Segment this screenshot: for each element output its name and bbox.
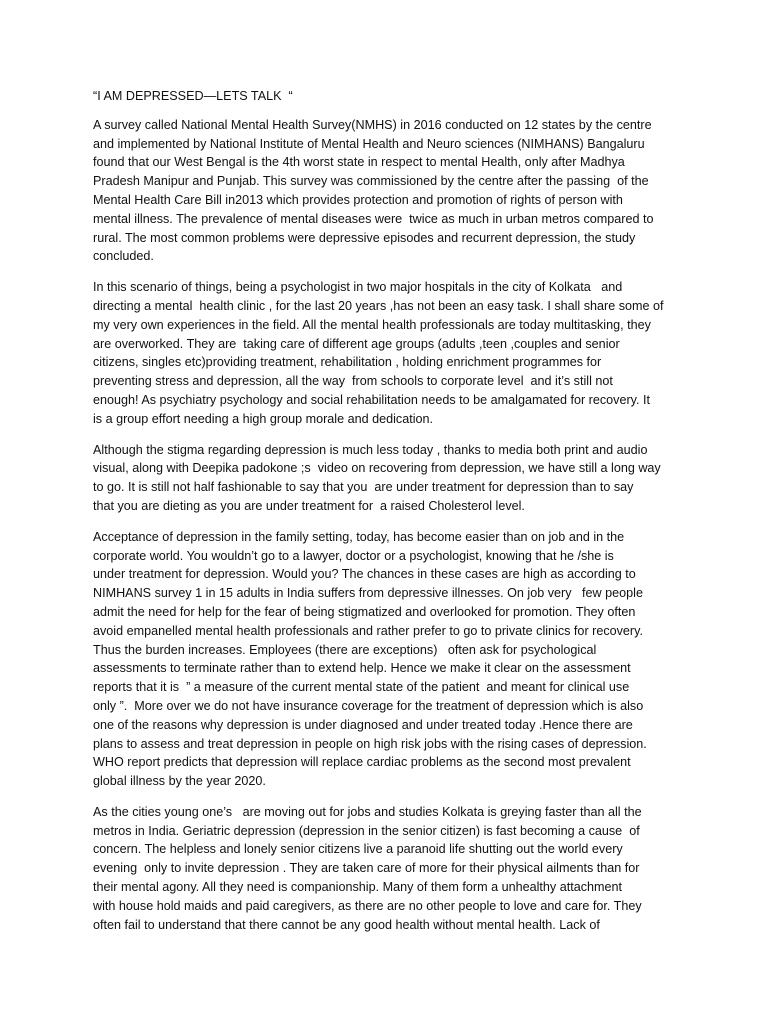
paragraph-line: admit the need for help for the fear of being stigmatized and overlooked for promotion. They often bbox=[93, 604, 636, 619]
paragraph bbox=[93, 803, 676, 935]
paragraph-line: and implemented by National Institute of Mental Health and Neuro sciences (NIMHANS) Bangaluru bbox=[93, 136, 645, 151]
paragraph-line: rural. The most common problems were depressive episodes and recurrent depression, the study bbox=[93, 230, 636, 245]
paragraph-line: found that our West Bengal is the 4th worst state in respect to mental Health, only after Madhya bbox=[93, 155, 625, 170]
paragraph bbox=[93, 278, 676, 428]
paragraph-line: evening only to invite depression . They are taken care of more for their physical ailments than for bbox=[93, 861, 640, 876]
paragraph bbox=[93, 116, 676, 266]
paragraph-line: citizens, singles etc)providing treatment, rehabilitation , holding enrichment programmes for bbox=[93, 355, 602, 370]
paragraph-line: corporate world. You wouldn’t go to a lawyer, doctor or a psychologist, knowing that he /she is bbox=[93, 548, 614, 563]
paragraph-line: is a group effort needing a high group morale and dedication. bbox=[93, 411, 434, 426]
paragraph-line: only ”. More over we do not have insurance coverage for the treatment of depression which is also bbox=[93, 698, 644, 713]
paragraph-line: one of the reasons why depression is under diagnosed and under treated today .Hence there are bbox=[93, 717, 633, 732]
paragraph-line: assessments to terminate rather than to extend help. Hence we make it clear on the assessment bbox=[93, 661, 631, 676]
paragraph-line: often fail to understand that there cannot be any good health without mental health. Lack of bbox=[93, 917, 600, 932]
paragraph-line: WHO report predicts that depression will replace cardiac problems as the second most prevalent bbox=[93, 755, 631, 770]
paragraph-line: directing a mental health clinic , for the last 20 years ,has not been an easy task. I shall share some of bbox=[93, 298, 664, 313]
paragraph-line: that you are dieting as you are under treatment for a raised Cholesterol level. bbox=[93, 498, 525, 513]
paragraph-line: are overworked. They are taking care of different age groups (adults ,teen ,couples and senior bbox=[93, 336, 620, 351]
paragraph-line: to go. It is still not half fashionable to say that you are under treatment for depression than to say bbox=[93, 480, 634, 495]
paragraph bbox=[93, 528, 676, 791]
paragraph-line: concluded. bbox=[93, 249, 154, 264]
paragraph-line: Thus the burden increases. Employees (there are exceptions) often ask for psychological bbox=[93, 642, 597, 657]
document-body bbox=[93, 116, 676, 935]
paragraph-line: NIMHANS survey 1 in 15 adults in India suffers from depressive illnesses. On job very few people bbox=[93, 586, 643, 601]
document-title: “I AM DEPRESSED—LETS TALK “ bbox=[93, 89, 293, 103]
paragraph-line: my very own experiences in the field. All the mental health professionals are today multitasking, they bbox=[93, 317, 651, 332]
paragraph-line: plans to assess and treat depression in people on high risk jobs with the rising cases of depression. bbox=[93, 736, 647, 751]
paragraph-line: In this scenario of things, being a psychologist in two major hospitals in the city of Kolkata and bbox=[93, 280, 623, 295]
paragraph-line: metros in India. Geriatric depression (depression in the senior citizen) is fast becoming a cause of bbox=[93, 823, 640, 838]
paragraph-line: under treatment for depression. Would you? The chances in these cases are high as according to bbox=[93, 567, 636, 582]
paragraph-line: enough! As psychiatry psychology and social rehabilitation needs to be amalgamated for recovery. It bbox=[93, 392, 651, 407]
paragraph-line: concern. The helpless and lonely senior citizens live a paranoid life shutting out the world every bbox=[93, 842, 623, 857]
paragraph-line: visual, along with Deepika padokone ;s video on recovering from depression, we have still a long way bbox=[93, 461, 661, 476]
paragraph-line: Mental Health Care Bill in2013 which provides protection and promotion of rights of person with bbox=[93, 192, 623, 207]
paragraph bbox=[93, 441, 676, 516]
paragraph-line: preventing stress and depression, all the way from schools to corporate level and it’s still not bbox=[93, 374, 613, 389]
paragraph-line: As the cities young one’s are moving out for jobs and studies Kolkata is greying faster than all the bbox=[93, 804, 642, 819]
paragraph-line: reports that it is ” a measure of the current mental state of the patient and meant for clinical use bbox=[93, 680, 630, 695]
paragraph-line: mental illness. The prevalence of mental diseases were twice as much in urban metros compared to bbox=[93, 211, 654, 226]
paragraph-line: Acceptance of depression in the family setting, today, has become easier than on job and in the bbox=[93, 529, 625, 544]
paragraph-line: Pradesh Manipur and Punjab. This survey was commissioned by the centre after the passing of the bbox=[93, 174, 649, 189]
paragraph-line: A survey called National Mental Health Survey(NMHS) in 2016 conducted on 12 states by the centre bbox=[93, 117, 652, 132]
paragraph-line: with house hold maids and paid caregivers, as there are no other people to love and care for. They bbox=[93, 898, 642, 913]
paragraph-line: their mental agony. All they need is companionship. Many of them form a unhealthy attachment bbox=[93, 880, 622, 895]
paragraph-line: Although the stigma regarding depression is much less today , thanks to media both print and audio bbox=[93, 442, 648, 457]
paragraph-line: avoid empanelled mental health professionals and rather prefer to go to private clinics for recovery. bbox=[93, 623, 643, 638]
paragraph-line: global illness by the year 2020. bbox=[93, 774, 266, 789]
